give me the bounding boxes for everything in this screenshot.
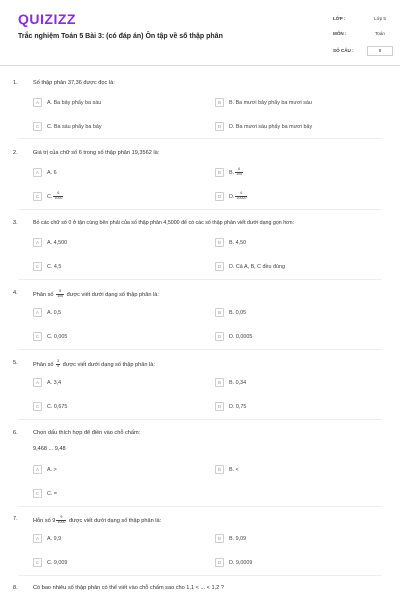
- fraction-denominator: 100: [236, 172, 243, 176]
- option-badge: D: [215, 402, 224, 411]
- option-badge: A: [33, 308, 42, 317]
- divider: [18, 138, 382, 139]
- question-text-after: được viết dưới dạng số thập phân là:: [66, 291, 159, 298]
- class-label: LỚP :: [333, 16, 346, 21]
- option-label: B. 4,50: [229, 239, 247, 246]
- option-a[interactable]: [33, 534, 61, 543]
- fraction-numerator: 5: [56, 290, 64, 295]
- option-a[interactable]: [33, 465, 57, 474]
- option-badge: A: [33, 378, 42, 387]
- divider: [18, 349, 382, 350]
- option-badge: A: [33, 168, 42, 177]
- question-text: Bỏ các chữ số 0 ở tận cùng bên phải của số thập phân 4,5000 để có các số thập phân viết dưới dạng gọn hơn:: [33, 220, 295, 226]
- question-text-after: được viết dưới dạng số thập phân là:: [62, 361, 155, 368]
- option-d[interactable]: [215, 192, 248, 201]
- option-label: A. 4,500: [47, 239, 68, 246]
- option-b[interactable]: [215, 168, 244, 177]
- option-label: D. 9,0009: [229, 559, 253, 566]
- meta-subject: [333, 31, 393, 36]
- divider: [18, 506, 382, 507]
- option-c[interactable]: [33, 122, 102, 131]
- option-label: B. 0,34: [229, 379, 247, 386]
- option-badge: D: [215, 122, 224, 131]
- fraction-numerator: 9: [56, 516, 66, 521]
- fraction-denominator: 100: [57, 293, 64, 298]
- page-header: [0, 0, 400, 66]
- option-label: A. 6: [47, 169, 57, 176]
- question-text-after: được viết dưới dạng số thập phân là:: [68, 517, 162, 524]
- meta-count: [333, 46, 393, 56]
- option-badge: D: [215, 192, 224, 201]
- question-number: 8.: [13, 585, 18, 591]
- option-badge: A: [33, 238, 42, 247]
- count-value: 8: [367, 46, 393, 56]
- fraction-numerator: 6: [235, 192, 247, 197]
- option-b[interactable]: [215, 378, 246, 387]
- option-badge: B: [215, 534, 224, 543]
- option-label: A. Ba bảy phẩy ba sáu: [47, 99, 102, 106]
- fraction: [56, 516, 66, 525]
- option-badge: A: [33, 98, 42, 107]
- option-label: C. =: [47, 490, 58, 497]
- option-d[interactable]: [215, 332, 252, 341]
- option-badge: C: [33, 192, 42, 201]
- fraction-denominator: 10000: [236, 196, 247, 200]
- option-badge: B: [215, 465, 224, 474]
- option-label: A. 0,5: [47, 309, 62, 316]
- option-a[interactable]: [33, 168, 57, 177]
- option-c[interactable]: [33, 262, 61, 271]
- option-badge: A: [33, 465, 42, 474]
- option-d[interactable]: [215, 402, 246, 411]
- subject-label: MÔN :: [333, 31, 347, 36]
- option-label: B. <: [229, 466, 239, 473]
- option-badge: B: [215, 168, 224, 177]
- option-c[interactable]: [33, 192, 64, 201]
- option-a[interactable]: [33, 378, 61, 387]
- option-label: D. Cả A, B, C đều đúng: [229, 263, 286, 270]
- option-label: D. 0,0005: [229, 333, 253, 340]
- option-label: D.: [229, 193, 235, 200]
- option-label: B. Ba mươi bảy phẩy ba mươi sáu: [229, 99, 312, 106]
- question-text: Chọn dấu thích hợp để điền vào chỗ chấm:: [33, 430, 141, 436]
- fraction: [56, 360, 60, 369]
- option-badge: C: [33, 262, 42, 271]
- option-d[interactable]: [215, 122, 312, 131]
- question-number: 3.: [13, 220, 18, 226]
- option-badge: B: [215, 378, 224, 387]
- option-label: A. >: [47, 466, 57, 473]
- question-text: [33, 290, 159, 299]
- option-badge: C: [33, 122, 42, 131]
- option-b[interactable]: [215, 308, 246, 317]
- option-label: B.: [229, 169, 235, 176]
- option-label: C. 4,5: [47, 263, 62, 270]
- option-badge: B: [215, 238, 224, 247]
- question-number: 4.: [13, 290, 18, 296]
- fraction: [235, 168, 243, 177]
- fraction-numerator: 6: [53, 192, 63, 197]
- option-badge: D: [215, 332, 224, 341]
- page-title: Trắc nghiệm Toán 5 Bài 3: (có đáp án) Ôn tập về số thập phân: [18, 33, 223, 40]
- option-label: B. 0,05: [229, 309, 247, 316]
- fraction-denominator: 1000: [57, 519, 66, 524]
- option-badge: C: [33, 489, 42, 498]
- question-text: [33, 516, 161, 525]
- count-label: SỐ CÂU :: [333, 48, 354, 54]
- option-a[interactable]: [33, 238, 67, 247]
- option-b[interactable]: [215, 465, 239, 474]
- quizizz-logo: QUIZIZZ: [18, 11, 76, 27]
- option-badge: A: [33, 534, 42, 543]
- option-label: B. 9,09: [229, 535, 247, 542]
- question-text: Có bao nhiêu số thập phân có thể viết vào chỗ chấm sao cho 1,1 < ... < 1,2 ?: [33, 585, 224, 591]
- option-label: C. 9,009: [47, 559, 68, 566]
- class-value: Lớp 5: [374, 16, 386, 21]
- question-expression: 9,468 ... 9,48: [33, 446, 66, 452]
- option-c[interactable]: [33, 332, 67, 341]
- fraction: [235, 192, 247, 201]
- option-label: C. 0,005: [47, 333, 68, 340]
- option-c[interactable]: [33, 558, 67, 567]
- divider: [18, 419, 382, 420]
- option-badge: B: [215, 98, 224, 107]
- fraction: [53, 192, 63, 201]
- option-label: A. 3,4: [47, 379, 62, 386]
- option-c[interactable]: [33, 402, 67, 411]
- question-number: 2.: [13, 150, 18, 156]
- option-a[interactable]: [33, 98, 101, 107]
- option-label: C.: [47, 193, 53, 200]
- fraction-denominator: 1000: [54, 196, 63, 200]
- question-text-before: Phân số: [33, 361, 54, 368]
- option-b[interactable]: [215, 98, 312, 107]
- fraction-numerator: 6: [235, 168, 243, 173]
- fraction: [56, 290, 64, 299]
- question-text: [33, 360, 155, 369]
- option-c[interactable]: [33, 489, 57, 498]
- question-text: Số thập phân 37,36 được đọc là:: [33, 80, 115, 86]
- option-label: C. Ba sáu phẩy ba bảy: [47, 123, 102, 130]
- divider: [18, 279, 382, 280]
- option-badge: D: [215, 262, 224, 271]
- option-d[interactable]: [215, 558, 252, 567]
- question-number: 6.: [13, 430, 18, 436]
- subject-value: Toán: [375, 31, 385, 36]
- option-badge: B: [215, 308, 224, 317]
- option-badge: D: [215, 558, 224, 567]
- option-a[interactable]: [33, 308, 61, 317]
- question-text-before: Hỗn số 9: [33, 517, 56, 524]
- question-text-before: Phân số: [33, 291, 54, 298]
- option-b[interactable]: [215, 238, 246, 247]
- question-number: 7.: [13, 516, 18, 522]
- option-label: C. 0,675: [47, 403, 68, 410]
- fraction-numerator: 3: [57, 359, 60, 363]
- option-label: D. Ba mươi sáu phẩy ba mươi bảy: [229, 123, 313, 130]
- option-badge: C: [33, 558, 42, 567]
- option-label: D. 0,75: [229, 403, 247, 410]
- option-badge: C: [33, 332, 42, 341]
- option-badge: C: [33, 402, 42, 411]
- meta-class: [333, 16, 393, 21]
- divider: [18, 575, 382, 576]
- option-d[interactable]: [215, 262, 285, 271]
- divider: [18, 209, 382, 210]
- question-text: Giá trị của chữ số 6 trong số thập phân 19,3562 là:: [33, 150, 160, 156]
- option-b[interactable]: [215, 534, 246, 543]
- question-number: 5.: [13, 360, 18, 366]
- fraction-denominator: 4: [57, 363, 60, 368]
- question-number: 1.: [13, 80, 18, 86]
- option-label: A. 9,9: [47, 535, 62, 542]
